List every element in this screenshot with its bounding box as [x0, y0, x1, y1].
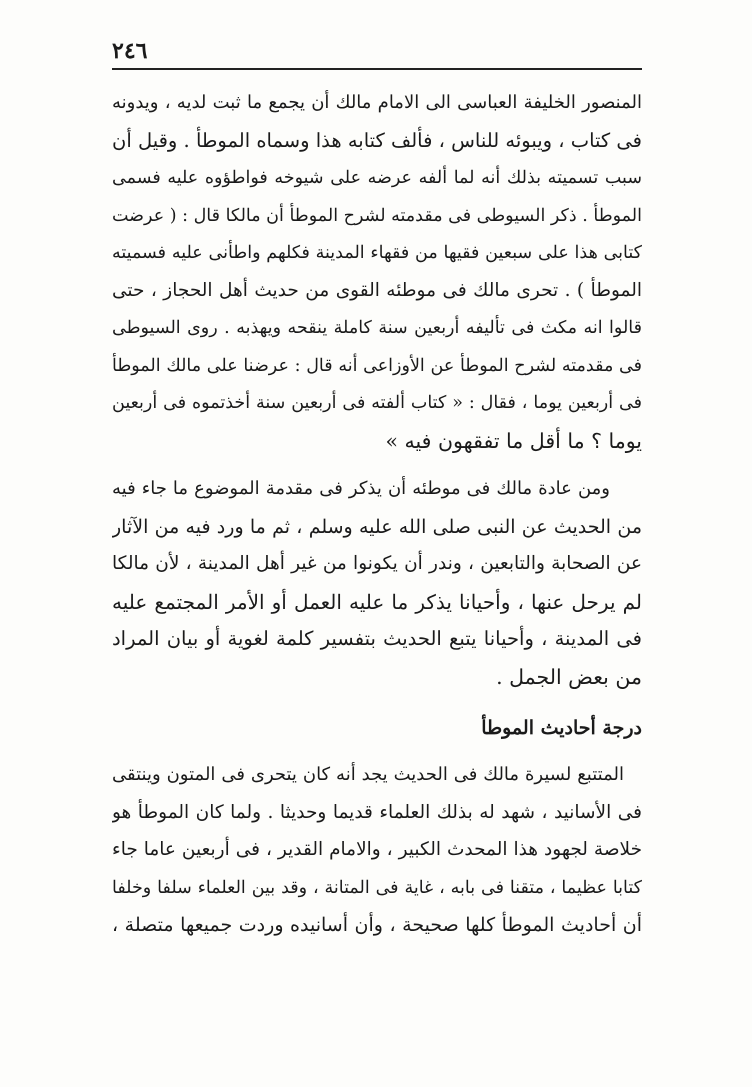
paragraph-1-line-5: كتابى هذا على سبعين فقيها من فقهاء المدينة فكلهم واطأنى عليه فسميته	[112, 243, 642, 263]
paragraph-2-line-1: ومن عادة مالك فى موطئه أن يذكر فى مقدمة الموضوع ما جاء فيه	[112, 478, 610, 499]
paragraph-1-line-3: سبب تسميته بذلك أنه لما ألفه عرضه على شيوخه فواطؤوه عليه فسمى	[112, 168, 642, 188]
paragraph-1-line-10: يوما ؟ ما أقل ما تفقهون فيه »	[385, 429, 642, 453]
paragraph-1-line-1: المنصور الخليفة العباسى الى الامام مالك أن يجمع ما ثبت لديه ، ويدونه	[112, 92, 642, 113]
paragraph-1-line-4: الموطأ . ذكر السيوطى فى مقدمته لشرح الموطأ أن مالكا قال : ( عرضت	[112, 206, 642, 226]
section-heading: درجة أحاديث الموطأ	[481, 717, 642, 739]
paragraph-2-line-3: عن الصحابة والتابعين ، وندر أن يكونوا من غير أهل المدينة ، لأن مالكا	[112, 553, 642, 574]
section-paragraph-line-2: فى الأسانيد ، شهد له بذلك العلماء قديما وحديثا . ولما كان الموطأ هو	[112, 802, 642, 823]
paragraph-2-line-2: من الحديث عن النبى صلى الله عليه وسلم ، ثم ما ورد فيه من الآثار	[112, 516, 642, 538]
paragraph-1-line-8: فى مقدمته لشرح الموطأ عن الأوزاعى أنه قال : عرضنا على مالك الموطأ	[112, 356, 642, 376]
section-paragraph-line-4: كتابا عظيما ، متقنا فى بابه ، غاية فى المتانة ، وقد بين العلماء سلفا وخلفا	[112, 878, 642, 898]
paragraph-2-line-4: لم يرحل عنها ، وأحيانا يذكر ما عليه العمل أو الأمر المجتمع عليه	[112, 590, 642, 614]
section-paragraph-line-5: أن أحاديث الموطأ كلها صحيحة ، وأن أسانيده وردت جميعها متصلة ،	[112, 914, 642, 936]
paragraph-1-line-9: فى أربعين يوما ، فقال : « كتاب ألفته فى أربعين سنة أخذتموه فى أربعين	[112, 393, 642, 413]
section-paragraph-line-3: خلاصة لجهود هذا المحدث الكبير ، والامام القدير ، فى أربعين عاما جاء	[112, 839, 642, 860]
paragraph-2-line-6: من بعض الجمل .	[496, 665, 642, 689]
paragraph-2-line-5: فى المدينة ، وأحيانا يتبع الحديث بتفسير كلمة لغوية أو بيان المراد	[112, 627, 642, 650]
paragraph-1-line-6: الموطأ ) . تحرى مالك فى موطئه القوى من حديث أهل الحجاز ، حتى	[112, 280, 642, 301]
header-rule	[112, 68, 642, 70]
page-number: ٢٤٦	[112, 38, 148, 64]
paragraph-1-line-2: فى كتاب ، ويبوئه للناس ، فألف كتابه هذا وسماه الموطأ . وقيل أن	[112, 129, 642, 152]
section-paragraph-line-1: المتتبع لسيرة مالك فى الحديث يجد أنه كان يتحرى فى المتون وينتقى	[112, 764, 624, 785]
paragraph-1-line-7: قالوا انه مكث فى تأليفه أربعين سنة كاملة ينقحه ويهذبه . روى السيوطى	[112, 318, 642, 338]
